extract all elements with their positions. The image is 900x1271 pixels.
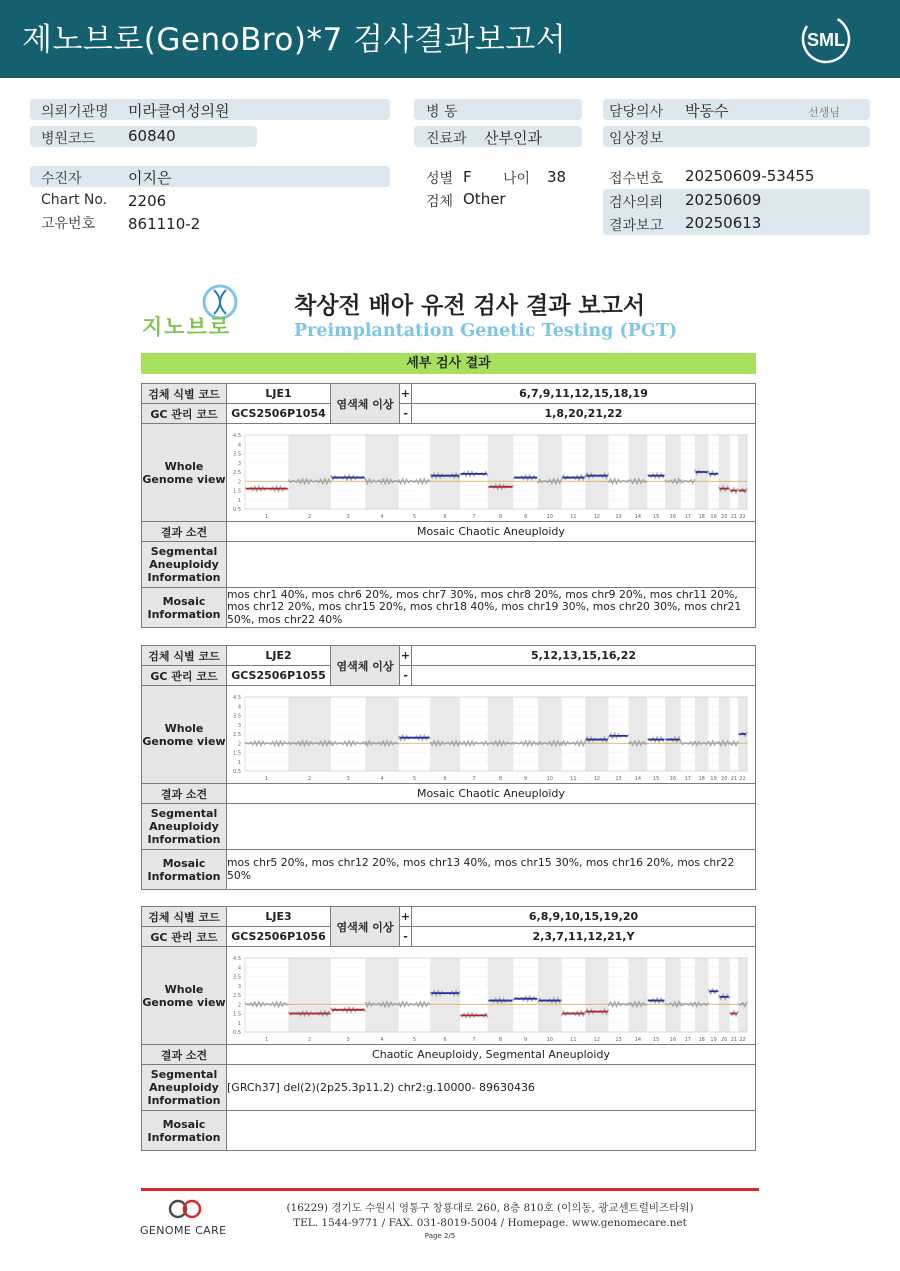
sample-id-label: 검체 식별 코드 xyxy=(142,384,227,404)
sample-id-label: 검체 식별 코드 xyxy=(142,646,227,666)
uid-label: 고유번호 xyxy=(41,216,96,232)
x-tick-label: 6 xyxy=(443,513,447,520)
x-tick-label: 2 xyxy=(308,513,312,520)
gain-chromosomes: 5,12,13,15,16,22 xyxy=(412,646,756,666)
x-tick-label: 13 xyxy=(615,1036,622,1043)
department-label: 진료과 xyxy=(426,131,467,147)
x-tick-label: 6 xyxy=(443,1036,447,1043)
loss-chromosomes: 2,3,7,11,12,21,Y xyxy=(412,927,756,947)
y-tick-label: 4 xyxy=(237,441,241,448)
y-tick-label: 0.5 xyxy=(233,1029,241,1036)
x-tick-label: 9 xyxy=(523,775,528,782)
header-bar xyxy=(0,0,900,78)
age-label: 나이 xyxy=(503,171,531,187)
plus-sign: + xyxy=(400,907,412,927)
specimen-label: 검체 xyxy=(426,194,454,210)
x-tick-label: 9 xyxy=(523,513,528,520)
x-tick-label: 10 xyxy=(546,1036,553,1043)
whole-genome-cell xyxy=(227,947,756,1045)
section-title: 세부 검사 결과 xyxy=(141,353,756,374)
segmental-label: Segmental Aneuploidy Information xyxy=(142,1065,227,1111)
x-tick-label: 2 xyxy=(308,775,312,782)
sex-value: F xyxy=(463,168,472,186)
x-tick-label: 1 xyxy=(265,775,269,782)
result-label: 결과 소견 xyxy=(142,522,227,542)
whole-genome-label: Whole Genome view xyxy=(142,686,227,784)
gain-chromosomes: 6,7,9,11,12,15,18,19 xyxy=(412,384,756,404)
x-tick-label: 10 xyxy=(546,513,553,520)
request-date-value: 20250609 xyxy=(685,191,762,209)
examinee-row-bg xyxy=(30,166,390,187)
probe-points xyxy=(709,741,719,745)
y-tick-label: 4.5 xyxy=(233,694,241,701)
x-tick-label: 11 xyxy=(570,1036,577,1043)
x-tick-label: 19 xyxy=(710,775,717,782)
chart-no-value: 2206 xyxy=(128,192,167,210)
x-tick-label: 1 xyxy=(265,1036,269,1043)
y-tick-label: 1.5 xyxy=(233,750,241,756)
hospital-code-label: 병원코드 xyxy=(41,131,96,147)
x-tick-label: 16 xyxy=(669,775,677,782)
x-tick-label: 21 xyxy=(730,1036,738,1043)
result-label: 결과 소견 xyxy=(142,1045,227,1065)
page-title: 제노브로(GenoBro)*7 검사결과보고서 xyxy=(22,22,567,58)
whole-genome-chart xyxy=(227,948,751,1044)
minus-sign: - xyxy=(400,666,412,686)
institution-label: 의뢰기관명 xyxy=(41,104,109,120)
sex-label: 성별 xyxy=(426,171,454,187)
x-tick-label: 10 xyxy=(546,775,553,782)
result-value: Chaotic Aneuploidy, Segmental Aneuploidy xyxy=(227,1045,756,1065)
y-tick-label: 3 xyxy=(237,722,241,729)
x-tick-label: 12 xyxy=(593,513,601,520)
probe-points xyxy=(245,741,288,745)
x-tick-label: 3 xyxy=(346,1036,350,1043)
gc-code-value: GCS2506P1055 xyxy=(227,666,331,686)
examinee-label: 수진자 xyxy=(41,171,82,187)
x-tick-label: 11 xyxy=(570,775,577,782)
x-tick-label: 16 xyxy=(669,513,677,520)
ward-label: 병 동 xyxy=(426,104,458,120)
x-tick-label: 8 xyxy=(498,775,503,782)
x-tick-label: 20 xyxy=(721,513,728,520)
mosaic-value: mos chr5 20%, mos chr12 20%, mos chr13 40%, mos chr15 30%, mos chr16 20%, mos chr22 50% xyxy=(227,850,756,890)
sample-table xyxy=(141,906,756,1151)
x-tick-label: 15 xyxy=(652,775,660,782)
genobro-logo xyxy=(140,282,255,340)
institution-value: 미라클여성의원 xyxy=(128,102,230,120)
gc-code-value: GCS2506P1056 xyxy=(227,927,331,947)
x-tick-label: 5 xyxy=(412,775,417,782)
footer-contact: TEL. 1544-9771 / FAX. 031-8019-5004 / Homepage. www.genomecare.net xyxy=(293,1217,687,1229)
segmental-value xyxy=(227,542,756,588)
segmental-label: Segmental Aneuploidy Information xyxy=(142,804,227,850)
segmental-label: Segmental Aneuploidy Information xyxy=(142,542,227,588)
x-tick-label: 7 xyxy=(472,1036,476,1043)
sample-id-label: 검체 식별 코드 xyxy=(142,907,227,927)
minus-sign: - xyxy=(400,927,412,947)
x-tick-label: 4 xyxy=(380,775,384,782)
report-date-value: 20250613 xyxy=(685,214,762,232)
y-tick-label: 4.5 xyxy=(233,432,241,439)
segmental-value: [GRCh37] del(2)(2p25.3p11.2) chr2:g.10000- 89630436 xyxy=(227,1065,756,1111)
sample-table xyxy=(141,383,756,628)
report-title: 착상전 배아 유전 검사 결과 보고서 xyxy=(294,293,646,319)
y-tick-label: 2 xyxy=(237,740,241,747)
loss-chromosomes xyxy=(412,666,756,686)
clinical-label: 임상정보 xyxy=(609,131,664,147)
y-tick-label: 1 xyxy=(237,759,241,766)
y-tick-label: 3 xyxy=(237,983,241,990)
x-tick-label: 12 xyxy=(593,775,601,782)
y-tick-label: 3 xyxy=(237,460,241,467)
x-tick-label: 22 xyxy=(739,513,746,520)
x-tick-label: 19 xyxy=(710,1036,717,1043)
result-label: 결과 소견 xyxy=(142,784,227,804)
result-value: Mosaic Chaotic Aneuploidy xyxy=(227,522,756,542)
sml-logo-text: SML xyxy=(807,30,845,50)
y-tick-label: 3.5 xyxy=(233,451,241,457)
x-tick-label: 18 xyxy=(698,1036,705,1043)
x-tick-label: 22 xyxy=(739,775,746,782)
y-tick-label: 4 xyxy=(237,703,241,710)
result-value: Mosaic Chaotic Aneuploidy xyxy=(227,784,756,804)
dna-icon xyxy=(214,290,226,314)
x-tick-label: 17 xyxy=(684,513,691,520)
x-tick-label: 4 xyxy=(380,1036,384,1043)
x-tick-label: 5 xyxy=(412,1036,417,1043)
sample-id-value: LJE2 xyxy=(227,646,331,666)
x-tick-label: 13 xyxy=(615,775,622,782)
x-tick-label: 7 xyxy=(472,513,476,520)
doctor-suffix: 선생님 xyxy=(808,106,840,119)
y-tick-label: 0.5 xyxy=(233,768,241,775)
footer-address-block xyxy=(280,1201,700,1231)
probe-points xyxy=(399,479,431,484)
x-tick-label: 1 xyxy=(265,513,269,520)
hospital-code-value: 60840 xyxy=(128,127,176,145)
whole-genome-cell xyxy=(227,424,756,522)
y-tick-label: 2.5 xyxy=(233,469,241,476)
age-value: 38 xyxy=(547,168,567,186)
sml-logo-icon xyxy=(800,13,852,65)
report-date-label: 결과보고 xyxy=(609,218,664,234)
x-tick-label: 20 xyxy=(721,1036,728,1043)
whole-genome-chart xyxy=(227,425,751,521)
x-tick-label: 11 xyxy=(570,513,577,520)
whole-genome-label: Whole Genome view xyxy=(142,947,227,1045)
doctor-value: 박동수 xyxy=(685,102,729,120)
x-tick-label: 4 xyxy=(380,513,384,520)
y-tick-label: 1 xyxy=(237,1020,241,1027)
gc-code-value: GCS2506P1054 xyxy=(227,404,331,424)
plus-sign: + xyxy=(400,384,412,404)
gain-chromosomes: 6,8,9,10,15,19,20 xyxy=(412,907,756,927)
probe-points xyxy=(245,1002,288,1006)
footer-address: (16229) 경기도 수원시 영통구 창룡대로 260, 8층 810호 (이의동, 광교센트럴비즈타워) xyxy=(286,1202,694,1214)
x-tick-label: 9 xyxy=(523,1036,528,1043)
doctor-label: 담당의사 xyxy=(609,104,664,120)
whole-genome-chart xyxy=(227,687,751,783)
minus-sign: - xyxy=(400,404,412,424)
x-tick-label: 21 xyxy=(730,775,738,782)
y-tick-label: 2.5 xyxy=(233,731,241,738)
examinee-value: 이지은 xyxy=(128,169,172,187)
gc-code-label: GC 관리 코드 xyxy=(142,666,227,686)
x-tick-label: 18 xyxy=(698,513,705,520)
uid-value: 861110-2 xyxy=(128,215,201,233)
x-tick-label: 14 xyxy=(634,1036,642,1043)
footer-divider xyxy=(141,1188,759,1191)
chrom-abnormality-label: 염색체 이상 xyxy=(331,646,400,686)
y-tick-label: 2 xyxy=(237,478,241,485)
chrom-abnormality-label: 염색체 이상 xyxy=(331,907,400,947)
x-tick-label: 2 xyxy=(308,1036,312,1043)
x-tick-label: 8 xyxy=(498,513,503,520)
x-tick-label: 16 xyxy=(669,1036,677,1043)
gc-code-label: GC 관리 코드 xyxy=(142,404,227,424)
plus-sign: + xyxy=(400,646,412,666)
genobro-logo-text: 지노브로 xyxy=(142,315,232,339)
x-tick-label: 3 xyxy=(346,513,350,520)
y-tick-label: 1 xyxy=(237,497,241,504)
receipt-label: 접수번호 xyxy=(609,171,664,187)
request-date-label: 검사의뢰 xyxy=(609,195,664,211)
chrom-abnormality-label: 염색체 이상 xyxy=(331,384,400,424)
x-tick-label: 19 xyxy=(710,513,717,520)
segmental-value xyxy=(227,804,756,850)
receipt-value: 20250609-53455 xyxy=(685,167,815,185)
mosaic-label: Mosaic Information xyxy=(142,850,227,890)
whole-genome-cell xyxy=(227,686,756,784)
mosaic-value xyxy=(227,1111,756,1151)
y-tick-label: 2 xyxy=(237,1001,241,1008)
x-tick-label: 15 xyxy=(652,1036,660,1043)
department-value: 산부인과 xyxy=(484,129,542,147)
x-tick-label: 18 xyxy=(698,775,705,782)
y-tick-label: 4 xyxy=(237,964,241,971)
y-tick-label: 2.5 xyxy=(233,992,241,999)
y-tick-label: 3.5 xyxy=(233,713,241,719)
sample-id-value: LJE1 xyxy=(227,384,331,404)
loss-chromosomes: 1,8,20,21,22 xyxy=(412,404,756,424)
mosaic-label: Mosaic Information xyxy=(142,588,227,628)
mosaic-value: mos chr1 40%, mos chr6 20%, mos chr7 30%, mos chr8 20%, mos chr9 20%, mos chr11 20%, mos chr12 20%, mos chr15 20%, mos chr18 40%, mos chr19 30%, mos chr20 30%, mos chr21 50%, mos chr22 40% xyxy=(227,588,756,628)
specimen-value: Other xyxy=(463,190,506,208)
x-tick-label: 15 xyxy=(652,513,660,520)
page-number: Page 2/5 xyxy=(424,1232,456,1240)
genome-care-logo-text: GENOME CARE xyxy=(140,1224,227,1237)
sample-id-value: LJE3 xyxy=(227,907,331,927)
probe-points xyxy=(399,1002,431,1007)
x-tick-label: 12 xyxy=(593,1036,601,1043)
x-tick-label: 5 xyxy=(412,513,417,520)
x-tick-label: 3 xyxy=(346,775,350,782)
x-tick-label: 17 xyxy=(684,775,691,782)
x-tick-label: 7 xyxy=(472,775,476,782)
mosaic-label: Mosaic Information xyxy=(142,1111,227,1151)
x-tick-label: 13 xyxy=(615,513,622,520)
y-tick-label: 1.5 xyxy=(233,1011,241,1017)
probe-points xyxy=(562,741,586,746)
y-tick-label: 1.5 xyxy=(233,488,241,494)
y-tick-label: 4.5 xyxy=(233,955,241,962)
x-tick-label: 17 xyxy=(684,1036,691,1043)
x-tick-label: 22 xyxy=(739,1036,746,1043)
x-tick-label: 6 xyxy=(443,775,447,782)
whole-genome-label: Whole Genome view xyxy=(142,424,227,522)
x-tick-label: 14 xyxy=(634,513,642,520)
y-tick-label: 0.5 xyxy=(233,506,241,513)
x-tick-label: 14 xyxy=(634,775,642,782)
y-tick-label: 3.5 xyxy=(233,974,241,980)
sample-table xyxy=(141,645,756,890)
report-subtitle: Preimplantation Genetic Testing (PGT) xyxy=(294,321,678,341)
x-tick-label: 21 xyxy=(730,513,738,520)
chart-no-label: Chart No. xyxy=(41,192,108,208)
gc-code-label: GC 관리 코드 xyxy=(142,927,227,947)
probe-points xyxy=(331,741,366,745)
x-tick-label: 20 xyxy=(721,775,728,782)
x-tick-label: 8 xyxy=(498,1036,503,1043)
